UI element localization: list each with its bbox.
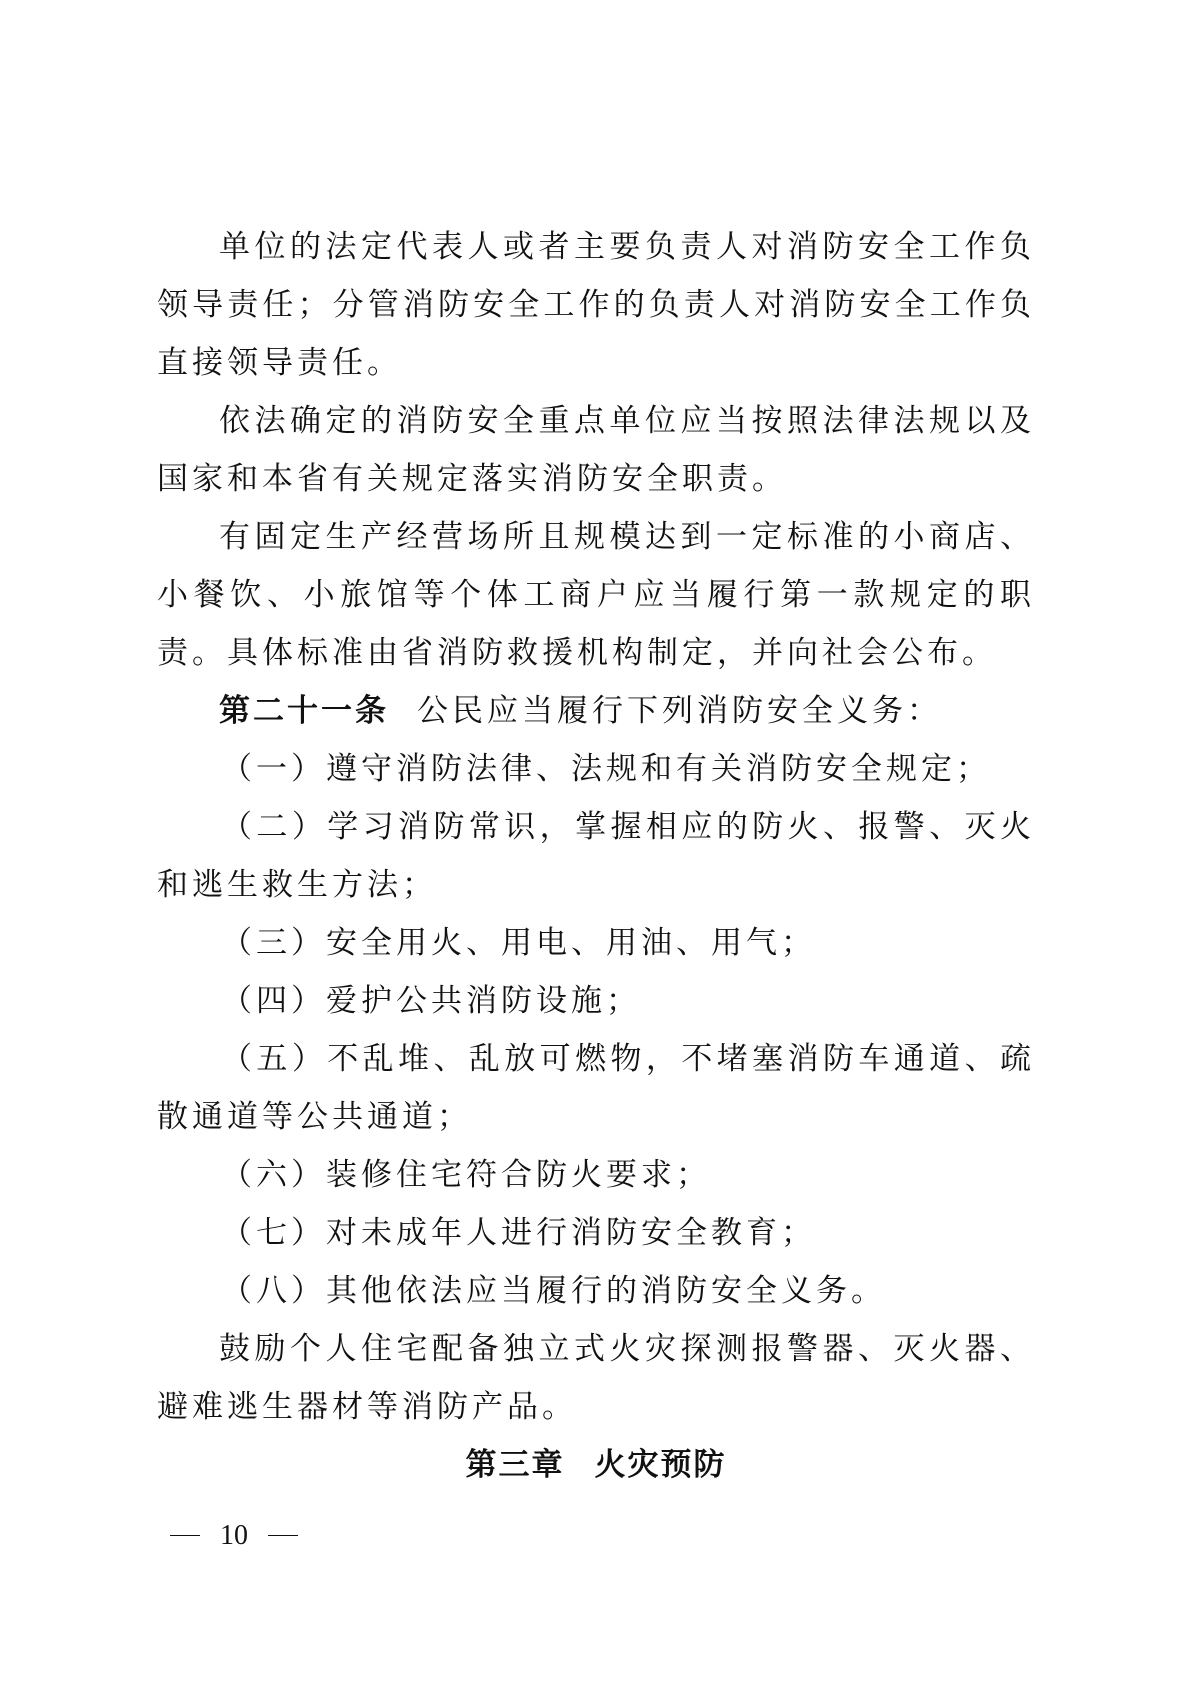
dash-left-icon [170,1535,200,1536]
list-item: （八）其他依法应当履行的消防安全义务。 [221,1273,886,1309]
page-number-footer [170,1520,298,1552]
dash-right-icon [268,1535,298,1536]
article-21 [157,682,1035,740]
list-item: （二）学习消防常识，掌握相应的防火、报警、灭火和逃生救生方法； [157,809,1035,903]
body-text [157,218,1035,1494]
paragraph-small-businesses: 有固定生产经营场所且规模达到一定标准的小商店、小餐饮、小旅馆等个体工商户应当履行第一款规定的职责。具体标准由省消防救援机构制定，并向社会公布。 [157,519,1035,671]
paragraph-responsibility: 单位的法定代表人或者主要负责人对消防安全工作负领导责任；分管消防安全工作的负责人对消防安全工作负直接领导责任。 [157,229,1035,381]
chapter-name: 火灾预防 [594,1447,727,1483]
chapter-title [157,1436,1035,1494]
list-item: （六）装修住宅符合防火要求； [221,1157,711,1193]
page-number: 10 [220,1520,248,1551]
paragraph-key-units: 依法确定的消防安全重点单位应当按照法律法规以及国家和本省有关规定落实消防安全职责。 [157,403,1035,497]
article-21-intro: 公民应当履行下列消防安全义务： [417,693,942,729]
paragraph-encouragement: 鼓励个人住宅配备独立式火灾探测报警器、灭火器、避难逃生器材等消防产品。 [157,1331,1035,1425]
list-item: （五）不乱堆、乱放可燃物，不堵塞消防车通道、疏散通道等公共通道； [157,1041,1035,1135]
list-item: （三）安全用火、用电、用油、用气； [221,925,816,961]
list-item: （四）爱护公共消防设施； [221,983,641,1019]
chapter-number: 第三章 [465,1447,565,1483]
article-21-heading: 第二十一条 [219,693,389,729]
list-item: （七）对未成年人进行消防安全教育； [221,1215,816,1251]
list-item: （一）遵守消防法律、法规和有关消防安全规定； [221,751,991,787]
